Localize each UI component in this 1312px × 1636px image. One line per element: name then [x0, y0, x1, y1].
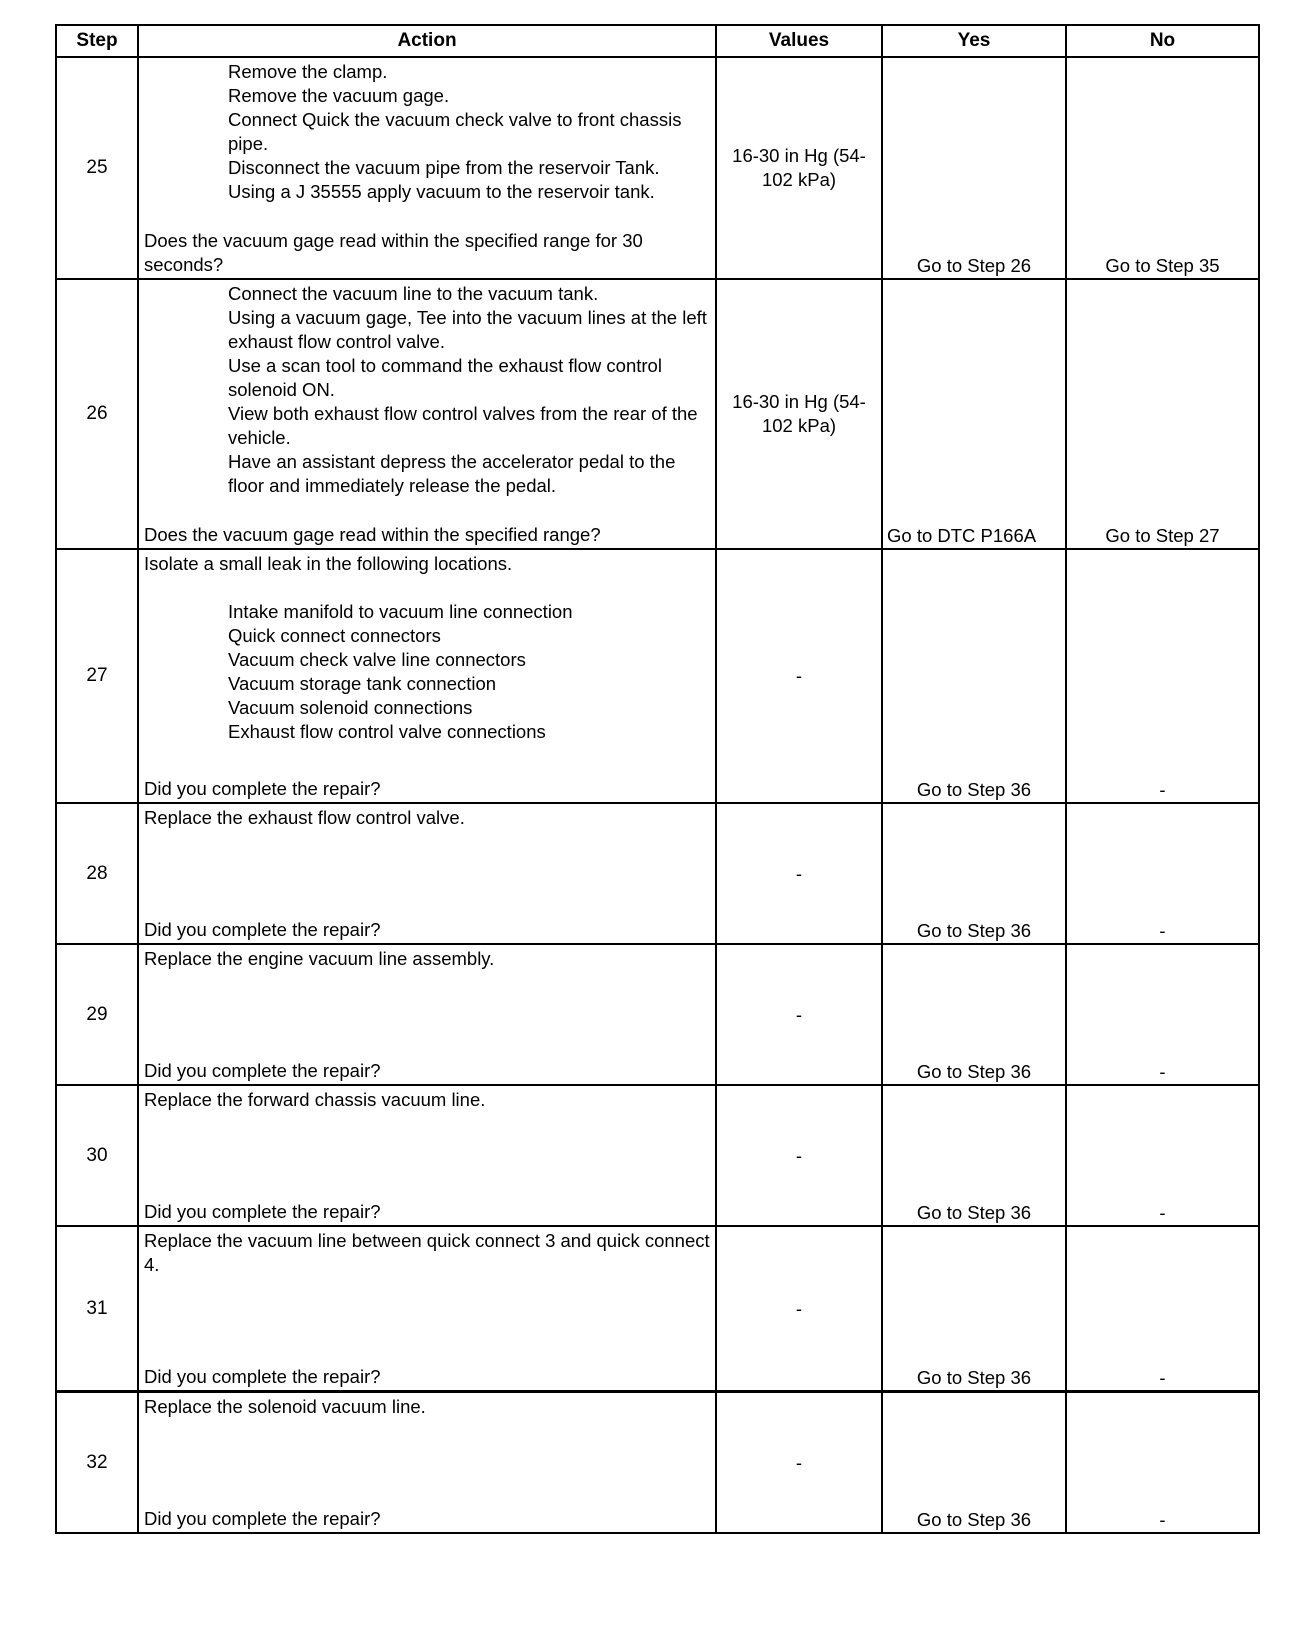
action-step-item: Vacuum check valve line connectors — [228, 649, 526, 670]
action-question: Does the vacuum gage read within the specified range for 30 seconds? — [144, 230, 643, 275]
step-number: 31 — [56, 1226, 138, 1392]
yes-cell: Go to DTC P166A — [882, 279, 1066, 549]
step-number: 30 — [56, 1085, 138, 1226]
action-cell — [138, 1085, 716, 1226]
action-step-item: Use a scan tool to command the exhaust flow control solenoid ON. — [228, 355, 662, 400]
no-cell: - — [1066, 1085, 1259, 1226]
values-cell — [716, 944, 882, 1085]
action-instruction: Replace the exhaust flow control valve. — [144, 807, 465, 828]
action-cell — [138, 944, 716, 1085]
action-step-item: Intake manifold to vacuum line connection — [228, 601, 573, 622]
header-values: Values — [716, 25, 882, 57]
no-cell: - — [1066, 1226, 1259, 1392]
action-step-item: Using a vacuum gage, Tee into the vacuum lines at the left exhaust flow control valve. — [228, 307, 707, 352]
action-step-item: Connect Quick the vacuum check valve to front chassis pipe. — [228, 109, 682, 154]
values-cell — [716, 1085, 882, 1226]
action-instruction: Replace the vacuum line between quick connect 3 and quick connect 4. — [144, 1230, 710, 1275]
action-body — [144, 1395, 711, 1419]
yes-cell: Go to Step 36 — [882, 549, 1066, 803]
step-number: 32 — [56, 1392, 138, 1534]
header-yes: Yes — [882, 25, 1066, 57]
header-step: Step — [56, 25, 138, 57]
action-step-item: Vacuum solenoid connections — [228, 697, 473, 718]
action-instruction: Replace the engine vacuum line assembly. — [144, 948, 495, 969]
action-body — [144, 60, 711, 204]
table-row — [56, 57, 1259, 279]
action-question: Did you complete the repair? — [144, 778, 381, 799]
value-text: - — [795, 1451, 803, 1473]
action-cell — [138, 803, 716, 944]
value-text: - — [795, 1003, 803, 1025]
action-step-item: Connect the vacuum line to the vacuum tank. — [228, 283, 599, 304]
action-cell — [138, 549, 716, 803]
action-question: Does the vacuum gage read within the specified range? — [144, 524, 601, 545]
table-row — [56, 803, 1259, 944]
yes-cell: Go to Step 36 — [882, 1226, 1066, 1392]
action-instruction: Replace the forward chassis vacuum line. — [144, 1089, 486, 1110]
action-instruction: Isolate a small leak in the following locations. — [144, 553, 513, 574]
action-body — [144, 806, 711, 830]
table-row — [56, 944, 1259, 1085]
no-cell: Go to Step 27 — [1066, 279, 1259, 549]
diagnostic-table — [55, 24, 1260, 1534]
action-step-item: Remove the clamp. — [228, 61, 388, 82]
value-text: 16-30 in Hg (54-102 kPa) — [732, 391, 866, 436]
action-step-item: Quick connect connectors — [228, 625, 441, 646]
action-question: Did you complete the repair? — [144, 1201, 381, 1222]
action-question: Did you complete the repair? — [144, 919, 381, 940]
action-body — [144, 1088, 711, 1112]
table-row — [56, 1226, 1259, 1392]
value-text: - — [795, 1144, 803, 1166]
action-step-item: Vacuum storage tank connection — [228, 673, 497, 694]
yes-cell: Go to Step 36 — [882, 944, 1066, 1085]
action-instruction: Replace the solenoid vacuum line. — [144, 1396, 426, 1417]
values-cell — [716, 57, 882, 279]
values-cell — [716, 279, 882, 549]
no-cell: - — [1066, 803, 1259, 944]
header-action: Action — [138, 25, 716, 57]
step-number: 26 — [56, 279, 138, 549]
yes-cell: Go to Step 36 — [882, 1392, 1066, 1534]
step-number: 27 — [56, 549, 138, 803]
step-number: 29 — [56, 944, 138, 1085]
step-number: 25 — [56, 57, 138, 279]
values-cell — [716, 803, 882, 944]
value-text: 16-30 in Hg (54-102 kPa) — [732, 145, 866, 190]
action-steps-list — [144, 282, 711, 498]
no-cell: - — [1066, 1392, 1259, 1534]
action-steps-list — [144, 60, 711, 204]
action-step-item: View both exhaust flow control valves from the rear of the vehicle. — [228, 403, 698, 448]
table-row — [56, 1392, 1259, 1534]
action-question: Did you complete the repair? — [144, 1366, 381, 1387]
action-cell — [138, 1226, 716, 1392]
value-text: - — [795, 665, 803, 686]
table-header — [56, 25, 1259, 57]
value-text: - — [795, 1297, 803, 1319]
value-text: - — [795, 862, 803, 884]
action-question: Did you complete the repair? — [144, 1060, 381, 1081]
action-step-item: Disconnect the vacuum pipe from the reservoir Tank. — [228, 157, 660, 178]
action-body — [144, 947, 711, 971]
yes-cell: Go to Step 36 — [882, 1085, 1066, 1226]
table-row — [56, 1085, 1259, 1226]
action-step-item: Using a J 35555 apply vacuum to the reservoir tank. — [228, 181, 655, 202]
action-body — [144, 552, 711, 744]
yes-cell: Go to Step 36 — [882, 803, 1066, 944]
yes-cell: Go to Step 26 — [882, 57, 1066, 279]
action-cell — [138, 1392, 716, 1534]
header-no: No — [1066, 25, 1259, 57]
values-cell — [716, 1226, 882, 1392]
action-step-item: Exhaust flow control valve connections — [228, 721, 546, 742]
table-row — [56, 549, 1259, 803]
table-body — [56, 57, 1259, 1533]
action-body — [144, 282, 711, 498]
action-steps-list — [144, 600, 711, 744]
action-cell — [138, 279, 716, 549]
action-step-item: Have an assistant depress the accelerator pedal to the floor and immediately release the pedal. — [228, 451, 676, 496]
values-cell — [716, 1392, 882, 1534]
header-row — [56, 25, 1259, 57]
action-body — [144, 1229, 711, 1277]
action-cell — [138, 57, 716, 279]
no-cell: - — [1066, 549, 1259, 803]
action-step-item: Remove the vacuum gage. — [228, 85, 450, 106]
action-question: Did you complete the repair? — [144, 1508, 381, 1529]
values-cell — [716, 549, 882, 803]
no-cell: Go to Step 35 — [1066, 57, 1259, 279]
table-row — [56, 279, 1259, 549]
no-cell: - — [1066, 944, 1259, 1085]
step-number: 28 — [56, 803, 138, 944]
